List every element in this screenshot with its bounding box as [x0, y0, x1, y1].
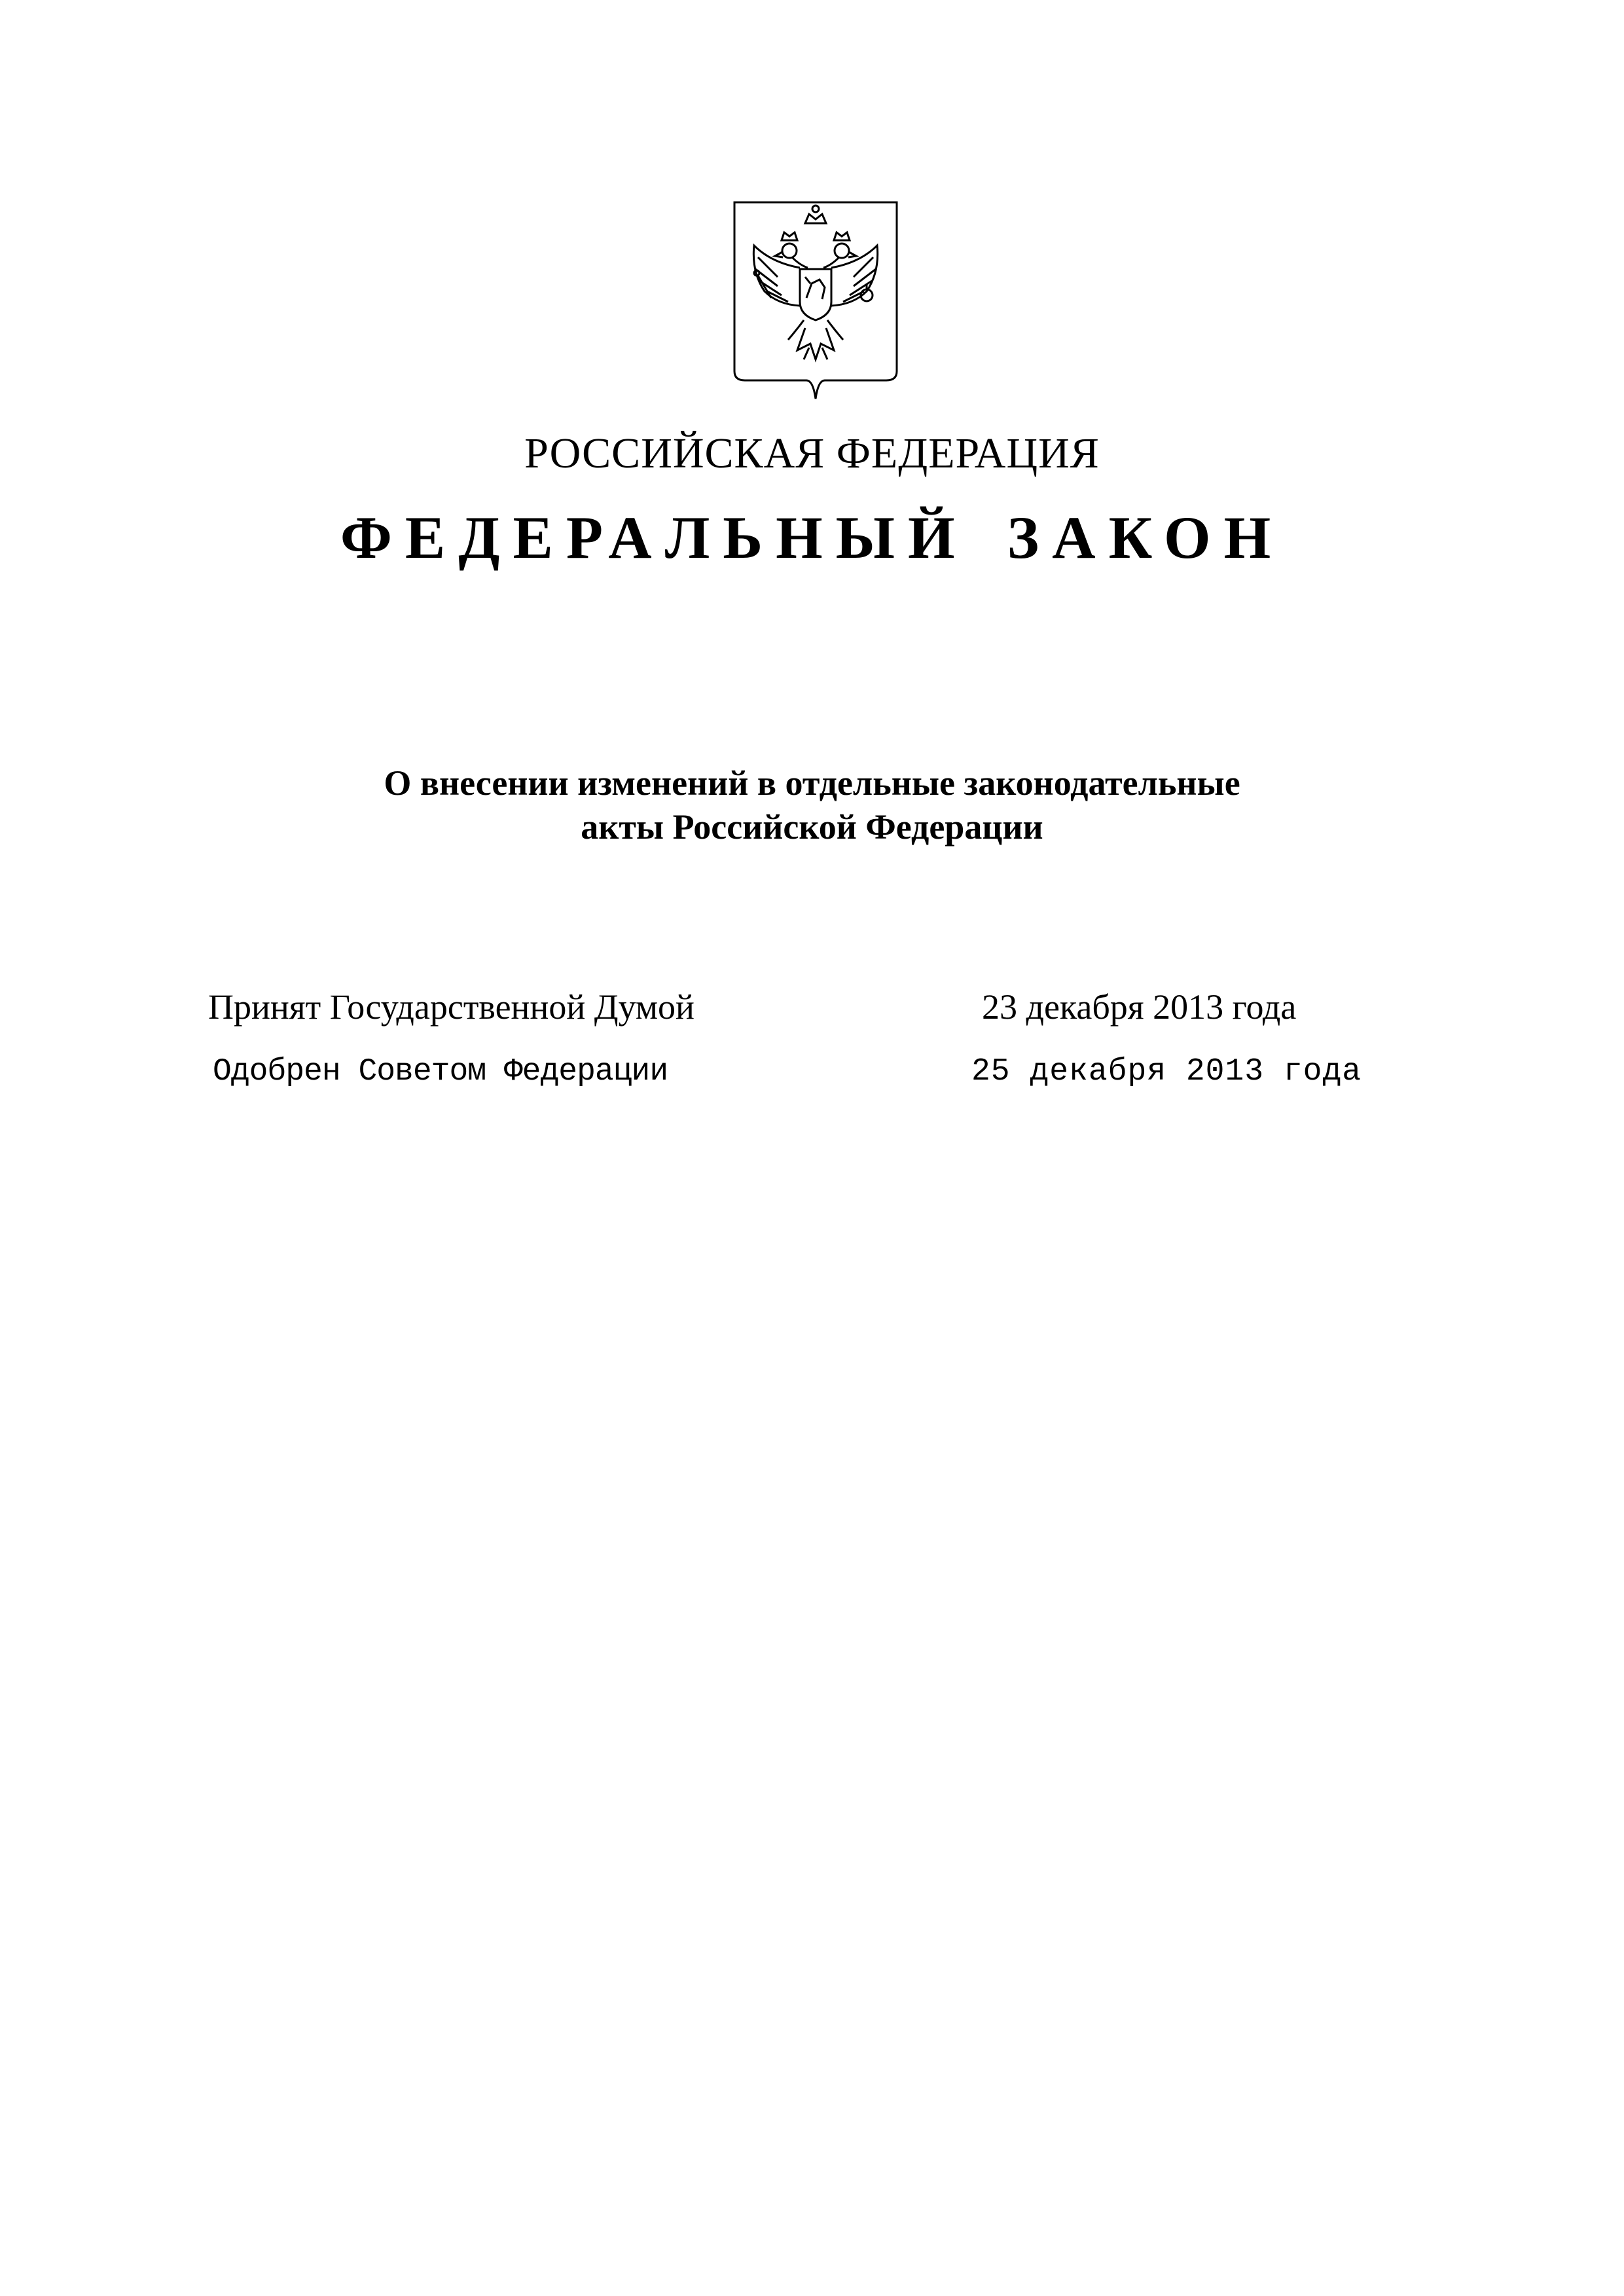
country-heading: РОССИЙСКАЯ ФЕДЕРАЦИЯ [524, 429, 1100, 477]
document-type-word-law: ЗАКОН [1007, 504, 1284, 571]
duma-adoption-label: Принят Государственной Думой [208, 987, 695, 1027]
coat-of-arms-icon [732, 200, 899, 404]
law-title [0, 761, 1624, 849]
council-approval-date: 25 декабря 2013 года [971, 1054, 1362, 1089]
duma-adoption-date: 23 декабря 2013 года [982, 987, 1297, 1027]
duma-adoption-row [0, 987, 1624, 1032]
council-approval-row [0, 1054, 1624, 1100]
law-title-line-2: акты Российской Федерации [581, 807, 1043, 847]
document-type-heading [0, 504, 1624, 571]
council-approval-label: Одобрен Советом Федерации [213, 1054, 668, 1089]
document-type-word-federal: ФЕДЕРАЛЬНЫЙ [340, 504, 968, 571]
law-title-line-1: О внесении изменений в отдельные законодательные [384, 763, 1240, 803]
